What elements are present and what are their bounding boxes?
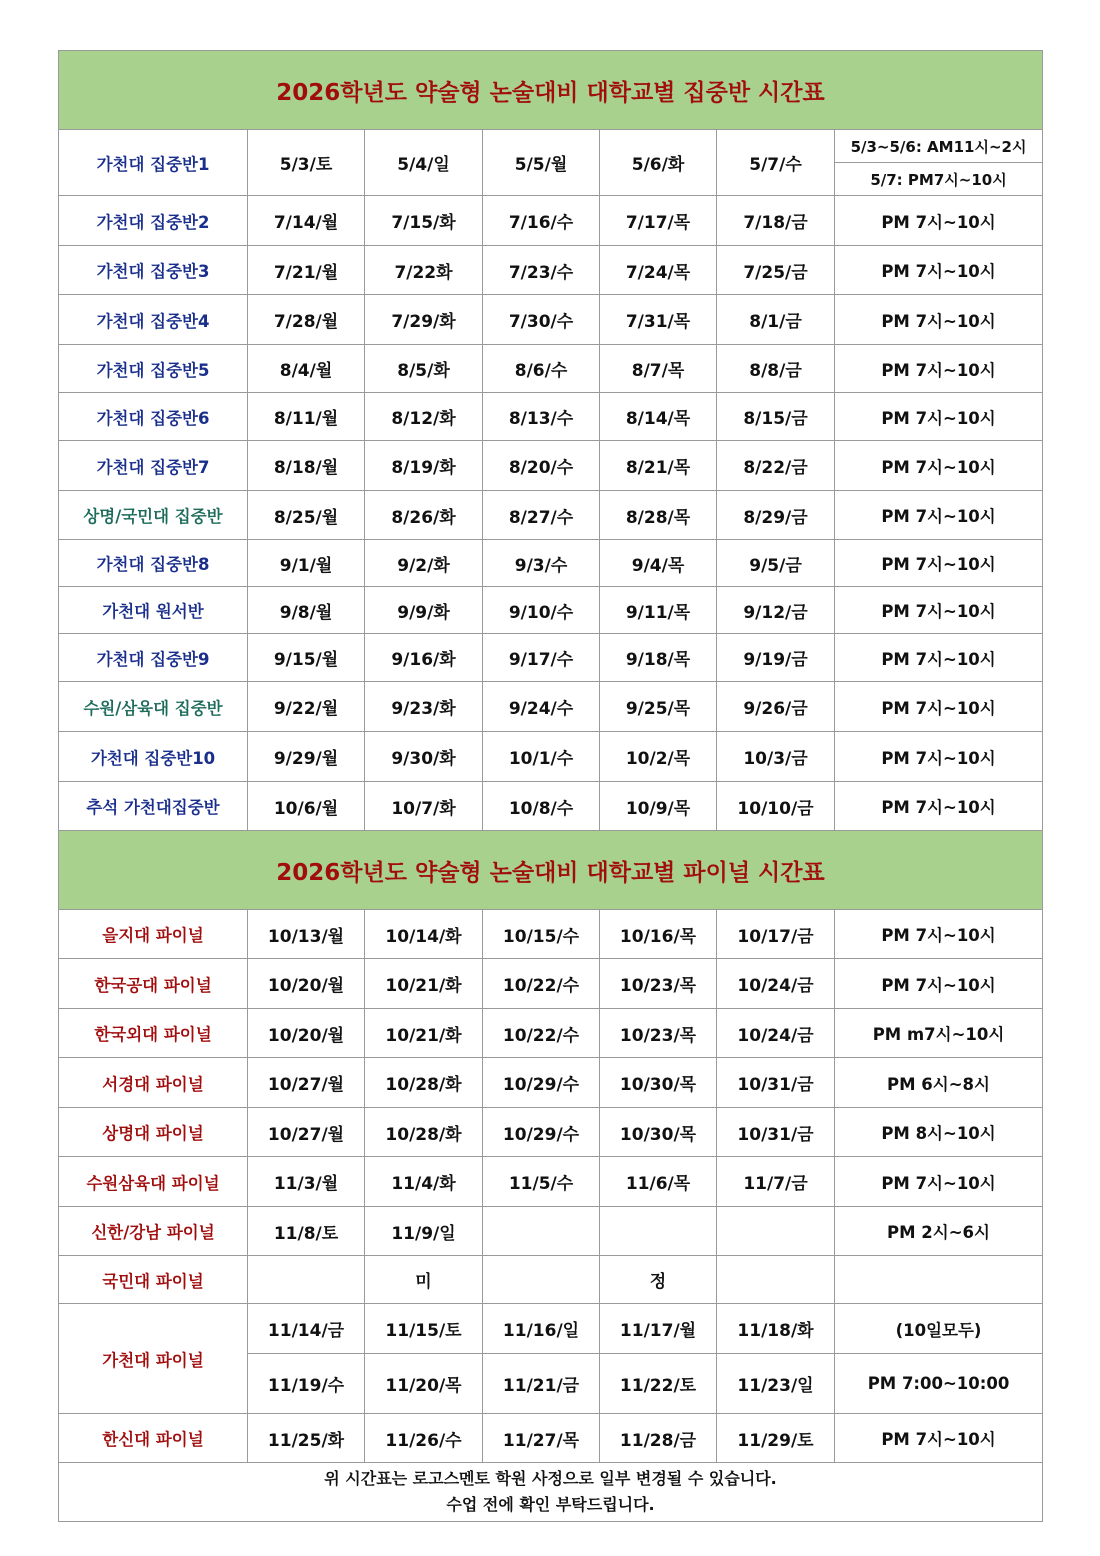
date-cell: 7/22화 (365, 246, 483, 295)
class-name: 가천대 집중반5 (59, 345, 248, 393)
table-row (59, 1414, 1043, 1463)
date-cell: 9/16/화 (365, 634, 483, 682)
date-cell: 10/31/금 (717, 1108, 835, 1157)
date-cell: 10/17/금 (717, 910, 835, 959)
date-cell: 5/4/일 (365, 130, 483, 196)
date-cell: 9/5/금 (717, 540, 835, 587)
date-cell: 8/6/수 (483, 345, 600, 393)
date-cell: 8/4/월 (248, 345, 365, 393)
table-row (59, 1009, 1043, 1058)
date-cell: 10/30/목 (600, 1058, 717, 1108)
table-row (59, 393, 1043, 441)
table-row (59, 682, 1043, 732)
table-row (59, 782, 1043, 831)
time-cell: PM 7시~10시 (835, 959, 1043, 1009)
date-cell: 11/22/토 (600, 1354, 717, 1414)
date-cell: 10/21/화 (365, 959, 483, 1009)
date-cell: 9/19/금 (717, 634, 835, 682)
class-name: 가천대 집중반6 (59, 393, 248, 441)
time-cell: PM 7시~10시 (835, 441, 1043, 491)
time-cell: PM 7시~10시 (835, 393, 1043, 441)
class-name: 한신대 파이널 (59, 1414, 248, 1463)
date-cell: 9/29/월 (248, 732, 365, 782)
time-cell: PM 7시~10시 (835, 196, 1043, 246)
date-cell: 8/22/금 (717, 441, 835, 491)
class-name: 가천대 집중반9 (59, 634, 248, 682)
class-name: 가천대 집중반10 (59, 732, 248, 782)
final-title: 2026학년도 약술형 논술대비 대학교별 파이널 시간표 (59, 831, 1043, 910)
date-cell: 11/16/일 (483, 1304, 600, 1354)
notice-line: 수업 전에 확인 부탁드립니다. (446, 1495, 655, 1514)
date-cell: 11/7/금 (717, 1157, 835, 1207)
date-cell (248, 1256, 365, 1304)
date-cell: 9/9/화 (365, 587, 483, 634)
date-cell: 10/24/금 (717, 1009, 835, 1058)
table-row (59, 1108, 1043, 1157)
class-name: 을지대 파이널 (59, 910, 248, 959)
date-cell: 미 (365, 1256, 483, 1304)
date-cell: 8/1/금 (717, 295, 835, 345)
time-cell: PM 7시~10시 (835, 491, 1043, 540)
table-row (59, 196, 1043, 246)
date-cell: 11/27/목 (483, 1414, 600, 1463)
date-cell: 5/5/월 (483, 130, 600, 196)
date-cell: 8/7/목 (600, 345, 717, 393)
date-cell: 10/6/월 (248, 782, 365, 831)
date-cell: 8/26/화 (365, 491, 483, 540)
date-cell: 10/2/목 (600, 732, 717, 782)
time-cell: PM 7시~10시 (835, 732, 1043, 782)
table-row (59, 1058, 1043, 1108)
date-cell: 8/12/화 (365, 393, 483, 441)
date-cell: 11/19/수 (248, 1354, 365, 1414)
date-cell: 9/1/월 (248, 540, 365, 587)
table-row (59, 246, 1043, 295)
time-cell: PM 7:00~10:00 (835, 1354, 1043, 1414)
date-cell: 10/27/월 (248, 1058, 365, 1108)
date-cell: 7/28/월 (248, 295, 365, 345)
date-cell: 10/28/화 (365, 1108, 483, 1157)
date-cell: 11/29/토 (717, 1414, 835, 1463)
date-cell: 9/15/월 (248, 634, 365, 682)
date-cell: 5/7/수 (717, 130, 835, 196)
class-name: 상명대 파이널 (59, 1108, 248, 1157)
date-cell: 11/14/금 (248, 1304, 365, 1354)
notice-line: 위 시간표는 로고스멘토 학원 사정으로 일부 변경될 수 있습니다. (324, 1469, 777, 1488)
date-cell: 11/8/토 (248, 1207, 365, 1256)
date-cell: 11/5/수 (483, 1157, 600, 1207)
time-cell: PM 7시~10시 (835, 1414, 1043, 1463)
date-cell: 정 (600, 1256, 717, 1304)
class-name: 가천대 원서반 (59, 587, 248, 634)
time-cell: PM 7시~10시 (835, 682, 1043, 732)
class-name: 가천대 집중반7 (59, 441, 248, 491)
date-cell: 9/26/금 (717, 682, 835, 732)
date-cell: 7/15/화 (365, 196, 483, 246)
date-cell: 10/20/월 (248, 1009, 365, 1058)
table-row (59, 491, 1043, 540)
date-cell: 7/21/월 (248, 246, 365, 295)
time-cell: PM 7시~10시 (835, 295, 1043, 345)
date-cell: 10/20/월 (248, 959, 365, 1009)
date-cell: 9/22/월 (248, 682, 365, 732)
table-row (59, 959, 1043, 1009)
date-cell: 10/13/월 (248, 910, 365, 959)
date-cell: 10/22/수 (483, 959, 600, 1009)
class-name: 가천대 집중반1 (59, 130, 248, 196)
class-name: 상명/국민대 집중반 (59, 491, 248, 540)
date-cell: 10/29/수 (483, 1058, 600, 1108)
time-cell: PM 7시~10시 (835, 910, 1043, 959)
date-cell: 8/13/수 (483, 393, 600, 441)
date-cell: 11/28/금 (600, 1414, 717, 1463)
date-cell: 10/9/목 (600, 782, 717, 831)
class-name: 수원삼육대 파이널 (59, 1157, 248, 1207)
class-name: 수원/삼육대 집중반 (59, 682, 248, 732)
date-cell: 5/3/토 (248, 130, 365, 196)
date-cell: 9/18/목 (600, 634, 717, 682)
date-cell: 10/16/목 (600, 910, 717, 959)
date-cell: 11/26/수 (365, 1414, 483, 1463)
time-cell: 5/7: PM7시~10시 (835, 163, 1043, 196)
date-cell: 10/14/화 (365, 910, 483, 959)
date-cell: 8/25/월 (248, 491, 365, 540)
date-cell: 10/27/월 (248, 1108, 365, 1157)
time-cell: PM 2시~6시 (835, 1207, 1043, 1256)
date-cell: 10/22/수 (483, 1009, 600, 1058)
date-cell: 9/11/목 (600, 587, 717, 634)
date-cell: 9/12/금 (717, 587, 835, 634)
table-row (59, 345, 1043, 393)
date-cell: 11/3/월 (248, 1157, 365, 1207)
date-cell: 9/25/목 (600, 682, 717, 732)
time-cell (835, 1256, 1043, 1304)
time-cell: (10일모두) (835, 1304, 1043, 1354)
time-cell: PM 6시~8시 (835, 1058, 1043, 1108)
date-cell: 8/19/화 (365, 441, 483, 491)
date-cell: 11/15/토 (365, 1304, 483, 1354)
date-cell: 10/1/수 (483, 732, 600, 782)
date-cell: 10/8/수 (483, 782, 600, 831)
class-name: 가천대 집중반8 (59, 540, 248, 587)
date-cell: 9/3/수 (483, 540, 600, 587)
class-name: 한국공대 파이널 (59, 959, 248, 1009)
date-cell: 9/8/월 (248, 587, 365, 634)
time-cell: PM 7시~10시 (835, 345, 1043, 393)
date-cell: 7/30/수 (483, 295, 600, 345)
date-cell: 9/24/수 (483, 682, 600, 732)
table-row (59, 441, 1043, 491)
date-cell: 9/17/수 (483, 634, 600, 682)
time-cell: PM 7시~10시 (835, 246, 1043, 295)
table-row (59, 910, 1043, 959)
date-cell: 11/17/월 (600, 1304, 717, 1354)
date-cell (483, 1256, 600, 1304)
table-row (59, 732, 1043, 782)
class-name: 가천대 파이널 (59, 1304, 248, 1414)
date-cell: 11/20/목 (365, 1354, 483, 1414)
table-row (59, 540, 1043, 587)
date-cell: 8/29/금 (717, 491, 835, 540)
date-cell: 7/31/목 (600, 295, 717, 345)
time-cell: PM 7시~10시 (835, 634, 1043, 682)
time-cell: PM 7시~10시 (835, 587, 1043, 634)
date-cell: 10/28/화 (365, 1058, 483, 1108)
date-cell: 7/16/수 (483, 196, 600, 246)
date-cell: 10/29/수 (483, 1108, 600, 1157)
date-cell: 10/3/금 (717, 732, 835, 782)
date-cell: 11/18/화 (717, 1304, 835, 1354)
date-cell: 10/15/수 (483, 910, 600, 959)
date-cell: 9/10/수 (483, 587, 600, 634)
date-cell: 10/10/금 (717, 782, 835, 831)
class-name: 추석 가천대집중반 (59, 782, 248, 831)
time-cell: PM 7시~10시 (835, 540, 1043, 587)
date-cell (600, 1207, 717, 1256)
table-row (59, 1207, 1043, 1256)
date-cell: 7/25/금 (717, 246, 835, 295)
date-cell (483, 1207, 600, 1256)
class-name: 한국외대 파이널 (59, 1009, 248, 1058)
time-cell: PM 7시~10시 (835, 782, 1043, 831)
date-cell: 7/24/목 (600, 246, 717, 295)
date-cell: 8/20/수 (483, 441, 600, 491)
intensive-title: 2026학년도 약술형 논술대비 대학교별 집중반 시간표 (59, 51, 1043, 130)
time-cell: PM 8시~10시 (835, 1108, 1043, 1157)
date-cell: 11/21/금 (483, 1354, 600, 1414)
date-cell: 8/11/월 (248, 393, 365, 441)
date-cell: 10/23/목 (600, 959, 717, 1009)
date-cell: 7/14/월 (248, 196, 365, 246)
date-cell: 9/2/화 (365, 540, 483, 587)
date-cell: 10/30/목 (600, 1108, 717, 1157)
date-cell: 11/6/목 (600, 1157, 717, 1207)
date-cell: 8/14/목 (600, 393, 717, 441)
class-name: 서경대 파이널 (59, 1058, 248, 1108)
date-cell: 10/31/금 (717, 1058, 835, 1108)
date-cell: 10/21/화 (365, 1009, 483, 1058)
date-cell: 10/24/금 (717, 959, 835, 1009)
date-cell: 8/27/수 (483, 491, 600, 540)
date-cell: 8/18/월 (248, 441, 365, 491)
table-row (59, 295, 1043, 345)
class-name: 신한/강남 파이널 (59, 1207, 248, 1256)
date-cell: 9/23/화 (365, 682, 483, 732)
date-cell: 7/18/금 (717, 196, 835, 246)
class-name: 가천대 집중반4 (59, 295, 248, 345)
time-cell: PM m7시~10시 (835, 1009, 1043, 1058)
table-row (59, 1256, 1043, 1304)
table-row (59, 1157, 1043, 1207)
date-cell: 7/23/수 (483, 246, 600, 295)
class-name: 가천대 집중반2 (59, 196, 248, 246)
date-cell: 8/8/금 (717, 345, 835, 393)
date-cell: 8/15/금 (717, 393, 835, 441)
date-cell (717, 1256, 835, 1304)
class-name: 국민대 파이널 (59, 1256, 248, 1304)
date-cell: 10/7/화 (365, 782, 483, 831)
table-row (59, 587, 1043, 634)
date-cell: 9/4/목 (600, 540, 717, 587)
date-cell (717, 1207, 835, 1256)
date-cell: 10/23/목 (600, 1009, 717, 1058)
date-cell: 8/28/목 (600, 491, 717, 540)
date-cell: 11/4/화 (365, 1157, 483, 1207)
date-cell: 8/21/목 (600, 441, 717, 491)
date-cell: 8/5/화 (365, 345, 483, 393)
date-cell: 11/23/일 (717, 1354, 835, 1414)
schedule-table (58, 50, 1043, 1522)
date-cell: 11/9/일 (365, 1207, 483, 1256)
table-row (59, 634, 1043, 682)
notice (59, 1463, 1043, 1522)
date-cell: 7/17/목 (600, 196, 717, 246)
date-cell: 7/29/화 (365, 295, 483, 345)
time-cell: 5/3~5/6: AM11시~2시 (835, 130, 1043, 163)
class-name: 가천대 집중반3 (59, 246, 248, 295)
date-cell: 11/25/화 (248, 1414, 365, 1463)
date-cell: 5/6/화 (600, 130, 717, 196)
time-cell: PM 7시~10시 (835, 1157, 1043, 1207)
date-cell: 9/30/화 (365, 732, 483, 782)
